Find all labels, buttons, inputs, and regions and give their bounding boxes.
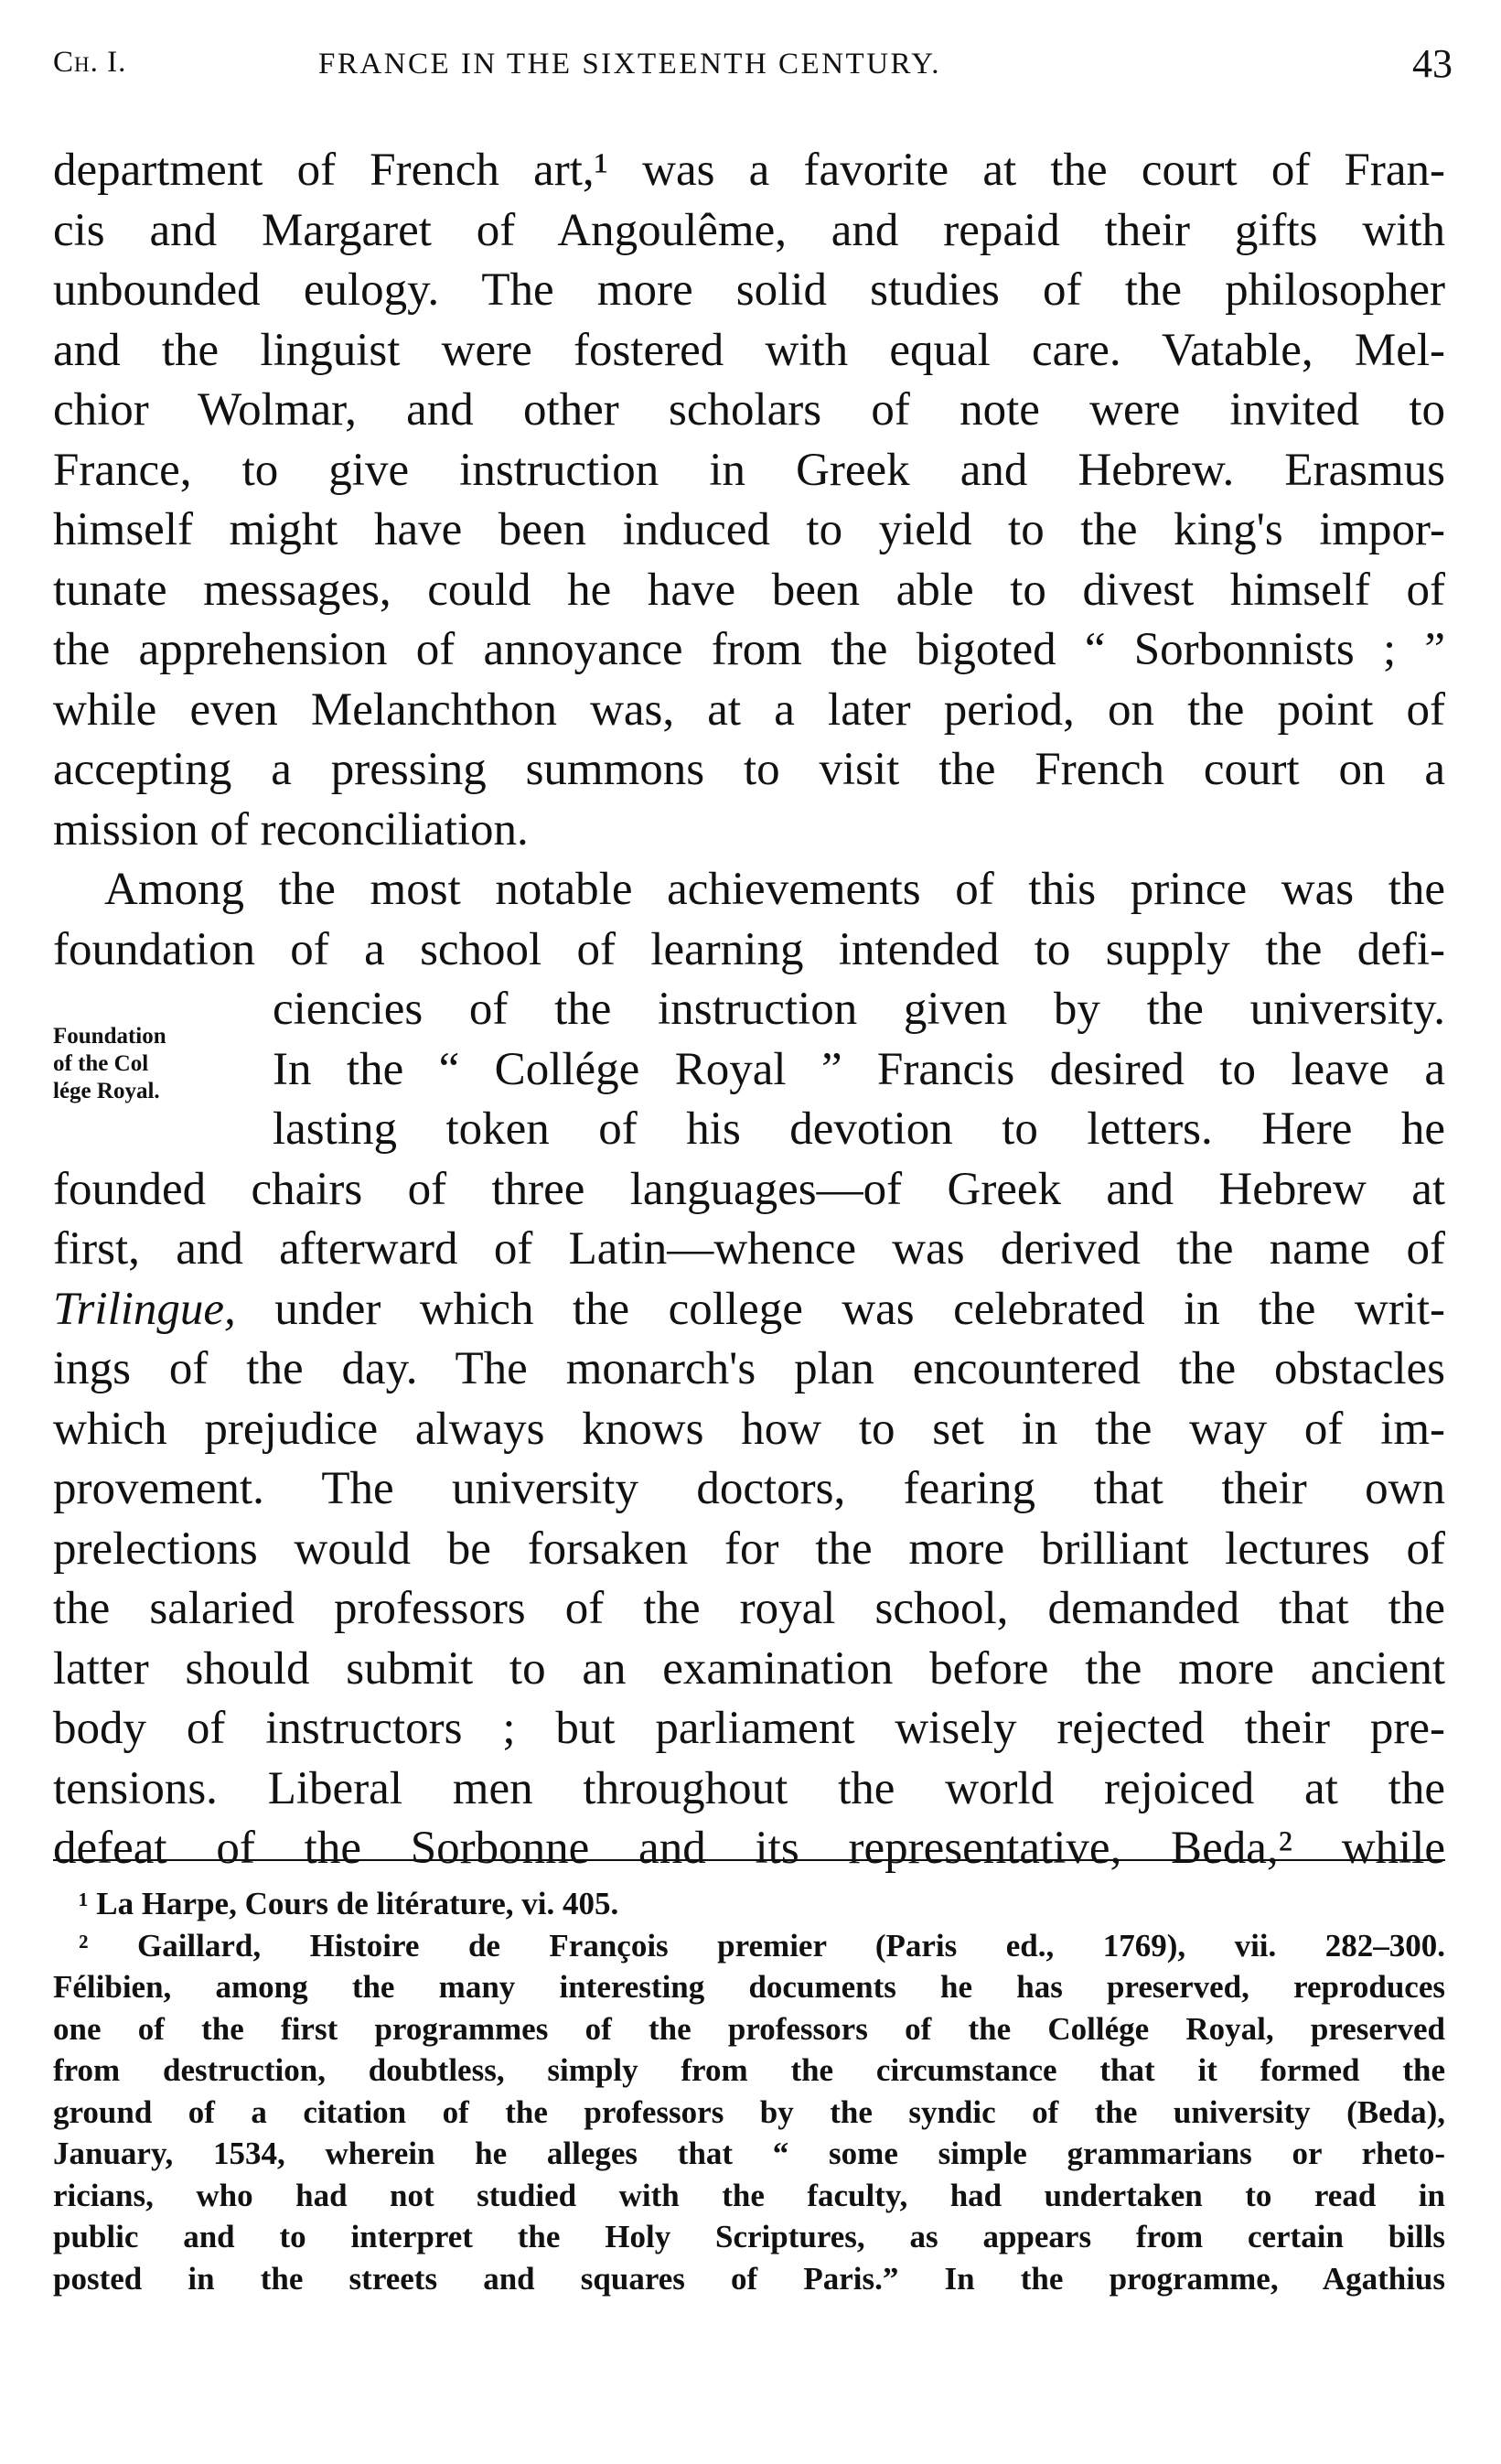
body-line: himself might have been induced to yield to the king's impor-: [53, 504, 1445, 555]
body-line: ciencies of the instruction given by the university.: [273, 984, 1445, 1035]
footnote-line: posted in the streets and squares of Paris.” In the programme, Agathius: [53, 2260, 1445, 2297]
chapter-label: Ch. I.: [53, 46, 127, 79]
body-text: [53, 141, 1445, 1879]
body-line: France, to give instruction in Greek and Hebrew. Erasmus: [53, 444, 1445, 496]
margin-note-line: lége Royal.: [53, 1079, 160, 1103]
body-line: founded chairs of three languages—of Greek and Hebrew at: [53, 1163, 1445, 1215]
body-line: In the “ Collége Royal ” Francis desired to leave a: [273, 1043, 1445, 1095]
margin-note-line: of the Col: [53, 1051, 149, 1076]
body-line: cis and Margaret of Angoulême, and repaid their gifts with: [53, 204, 1445, 256]
body-line: defeat of the Sorbonne and its representative, Beda,² while: [53, 1823, 1445, 1874]
running-head: [53, 41, 1453, 101]
footnote-line: public and to interpret the Holy Scriptures, as appears from certain bills: [53, 2219, 1445, 2254]
body-line: department of French art,¹ was a favorite at the court of Fran-: [53, 145, 1445, 196]
body-line: the salaried professors of the royal school, demanded that the: [53, 1583, 1445, 1634]
body-line: chior Wolmar, and other scholars of note were invited to: [53, 384, 1445, 436]
body-line: and the linguist were fostered with equal care. Vatable, Mel-: [53, 324, 1445, 376]
body-line: while even Melanchthon was, at a later period, on the point of: [53, 683, 1445, 736]
footnote-line: Félibien, among the many interesting documents he has preserved, reproduces: [53, 1969, 1445, 2005]
footnote-line: ground of a citation of the professors by the syndic of the university (Beda),: [53, 2093, 1445, 2130]
footnote-line: ricians, who had not studied with the faculty, had undertaken to read in: [53, 2177, 1445, 2213]
page-number: 43: [1412, 41, 1453, 86]
body-line: lasting token of his devotion to letters. Here he: [273, 1103, 1445, 1155]
body-line: ings of the day. The monarch's plan encountered the obstacles: [53, 1343, 1445, 1394]
footnote-line: ¹ La Harpe, Cours de litérature, vi. 405.: [79, 1886, 619, 1921]
footnote-line: January, 1534, wherein he alleges that “ some simple grammarians or rheto-: [53, 2136, 1445, 2171]
body-line: tensions. Liberal men throughout the world rejoiced at the: [53, 1762, 1445, 1814]
body-line: the apprehension of annoyance from the bigoted “ Sorbonnists ; ”: [53, 624, 1445, 675]
footnote-line: one of the first programmes of the professors of the Collége Royal, preserved: [53, 2010, 1445, 2047]
body-line: Among the most notable achievements of this prince was the: [104, 864, 1445, 915]
body-line: [53, 1280, 1445, 1340]
margin-note-line: Foundation: [53, 1024, 166, 1049]
italic-word: Trilingue,: [53, 1283, 236, 1335]
body-line: body of instructors ; but parliament wisely rejected their pre-: [53, 1703, 1445, 1754]
footnotes: [53, 1883, 1445, 2299]
body-line: which prejudice always knows how to set in the way of im-: [53, 1403, 1445, 1455]
body-line: provement. The university doctors, fearing that their own: [53, 1463, 1445, 1514]
body-line: latter should submit to an examination before the more ancient: [53, 1642, 1445, 1695]
body-line-rest: under which the college was celebrated in the writ-: [274, 1283, 1446, 1335]
body-line: tunate messages, could he have been able to divest himself of: [53, 564, 1445, 616]
body-line: foundation of a school of learning intended to supply the defi-: [53, 923, 1445, 975]
running-title: FRANCE IN THE SIXTEENTH CENTURY.: [318, 48, 942, 81]
body-line: first, and afterward of Latin—whence was derived the name of: [53, 1223, 1445, 1275]
body-line: prelections would be forsaken for the more brilliant lectures of: [53, 1523, 1445, 1575]
body-line: mission of reconciliation.: [53, 803, 529, 855]
margin-note: [53, 1023, 227, 1105]
footnote-line: ² Gaillard, Histoire de François premier (Paris ed., 1769), vii. 282–300.: [79, 1927, 1445, 1964]
footnote-rule: [53, 1859, 1445, 1861]
footnote-line: from destruction, doubtless, simply from the circumstance that it formed the: [53, 2052, 1445, 2088]
body-line: accepting a pressing summons to visit the French court on a: [53, 744, 1445, 795]
body-line: unbounded eulogy. The more solid studies of the philosopher: [53, 264, 1445, 316]
